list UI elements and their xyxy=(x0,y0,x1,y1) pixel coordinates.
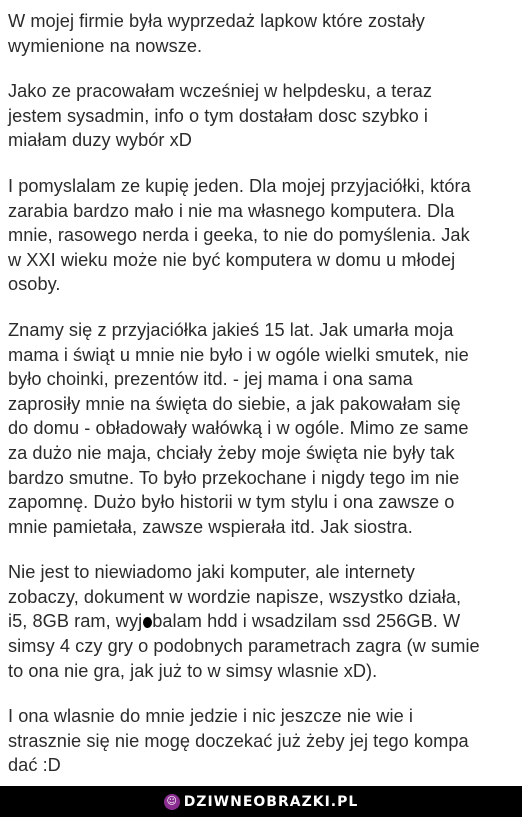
text-line: W mojej firmie była wyprzedaż lapkow które zostały xyxy=(8,11,425,31)
text-line: mama i świąt u mnie nie było i w ogóle wielki smutek, nie xyxy=(8,344,469,365)
text-line-censored xyxy=(8,609,516,634)
text-line: strasznie się nie mogę doczekać już żeby jej tego kompa xyxy=(8,730,469,751)
text-line: Jako ze pracowałam wcześniej w helpdesku, a teraz xyxy=(8,81,432,102)
text-line: było choinki, prezentów itd. - jej mama i ona sama xyxy=(8,369,413,390)
text-line: zapomnę. Dużo było historii w tym stylu i ona zawsze o xyxy=(8,492,455,513)
post-content xyxy=(8,9,516,799)
paragraph-3 xyxy=(8,174,516,297)
text-line: I pomyslalam ze kupię jeden. Dla mojej przyjaciółki, która xyxy=(8,175,471,196)
text-line: jestem sysadmin, info o tym dostałam dosc szybko i xyxy=(8,105,428,126)
text-line: miałam duzy wybór xD xyxy=(8,130,192,151)
smiley-icon: ☺ xyxy=(164,794,180,810)
paragraph-2 xyxy=(8,79,516,153)
text-line: wymienione na nowsze. xyxy=(8,35,203,56)
text-line: za dużo nie maja, chciały żeby moje święta nie były tak xyxy=(8,442,455,463)
brand-text: DZIWNEOBRAZKI.PL xyxy=(183,793,359,810)
footer-bar xyxy=(0,786,522,817)
paragraph-6 xyxy=(8,704,516,778)
text-line: bardzo smutne. To było przekochane i nigdy tego im nie xyxy=(8,467,460,488)
text-line: mnie, rasowego nerda i geeka, to nie do pomyślenia. Jak xyxy=(8,225,470,246)
text-segment: balam hdd i wsadzilam ssd 256GB. W xyxy=(152,611,461,632)
text-line: mnie pamietała, zawsze wspierała itd. Jak siostra. xyxy=(8,516,413,537)
text-line: Znamy się z przyjaciółka jakieś 15 lat. Jak umarła moja xyxy=(8,319,454,340)
text-line: I ona wlasnie do mnie jedzie i nic jeszcze nie wie i xyxy=(8,706,413,727)
paragraph-1 xyxy=(8,9,516,58)
text-line: zarabia bardzo mało i nie ma własnego komputera. Dla xyxy=(8,200,455,221)
brand-link[interactable] xyxy=(164,794,359,810)
text-segment: i5, 8GB ram, wyj xyxy=(8,611,143,632)
text-line: do domu - obładowały wałówką i w ogóle. Mimo ze same xyxy=(8,418,469,439)
text-line: Nie jest to niewiadomo jaki komputer, ale internety xyxy=(8,562,415,583)
text-line: zaprosiły mnie na święta do siebie, a jak pakowałam się xyxy=(8,393,461,414)
paragraph-5 xyxy=(8,560,516,683)
paragraph-4 xyxy=(8,318,516,539)
text-line: to ona nie gra, jak już to w simsy wlasnie xD). xyxy=(8,660,378,681)
censor-dot xyxy=(143,617,152,628)
text-line: dać :D xyxy=(8,755,61,776)
text-line: w XXI wieku może nie być komputera w domu u młodej xyxy=(8,249,456,270)
text-line: simsy 4 czy gry o podobnych parametrach zagra (w sumie xyxy=(8,636,480,657)
text-line: zobaczy, dokument w wordzie napisze, wszystko działa, xyxy=(8,586,462,607)
text-line: osoby. xyxy=(8,274,61,295)
